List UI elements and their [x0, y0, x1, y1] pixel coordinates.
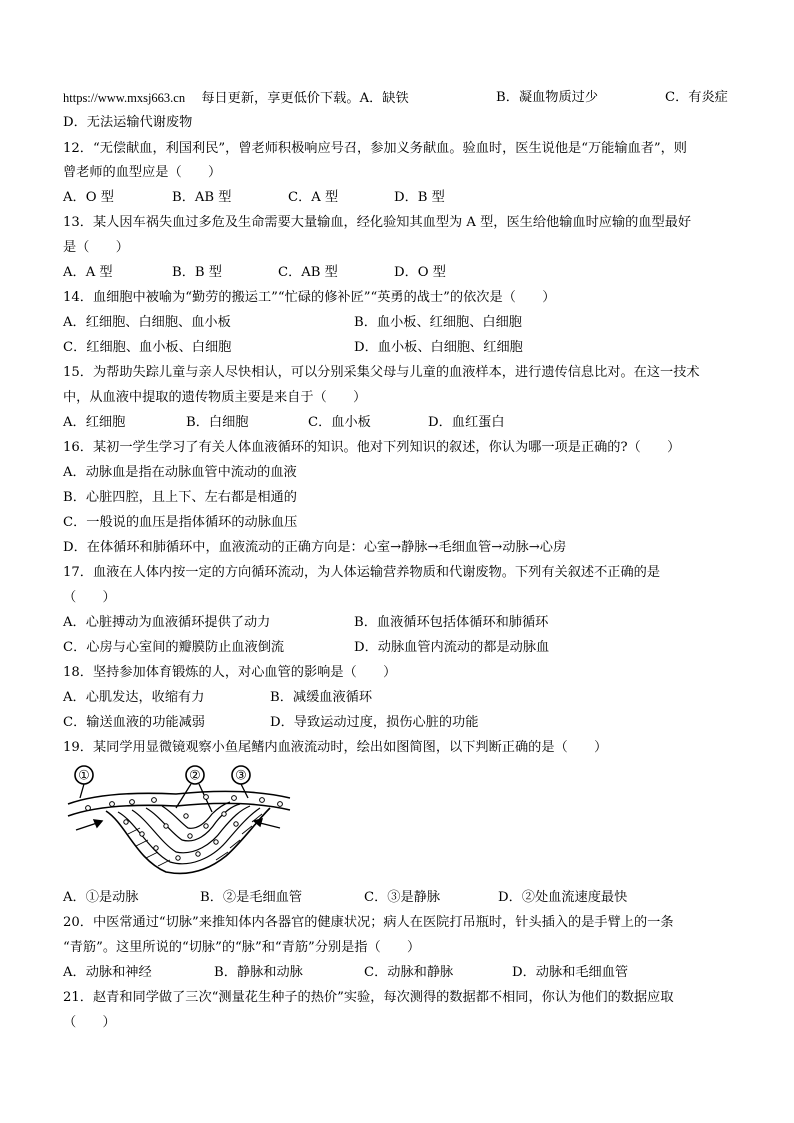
q12-option-b: B．AB 型 [172, 190, 232, 205]
q21-stem-1: 21．赵青和同学做了三次“测量花生种子的热价”实验，每次测得的数据都不相同，你认为他们的数据应取 [63, 990, 674, 1005]
q17-option-c: C．心房与心室间的瓣膜防止血液倒流 [63, 640, 285, 655]
q14-option-d: D．血小板、白细胞、红细胞 [354, 340, 523, 355]
q20-stem-1: 20．中医常通过“切脉”来推知体内各器官的健康状况；病人在医院打吊瓶时，针头插入的是手臂上的一条 [63, 915, 674, 930]
q17-option-d: D．动脉血管内流动的都是动脉血 [354, 640, 550, 655]
q20-option-b: B．静脉和动脉 [214, 965, 303, 980]
q16-option-c: C．一般说的血压是指体循环的动脉血压 [63, 515, 298, 530]
q19-option-c: C．③是静脉 [364, 890, 441, 905]
q14-option-a: A．红细胞、白细胞、血小板 [63, 315, 231, 330]
q12-stem-1: 12．“无偿献血，利国利民”，曾老师积极响应号召，参加义务献血。验血时，医生说他是“万能输血者”，则 [63, 141, 687, 156]
source-url[interactable]: https://www.mxsj663.cn [63, 91, 186, 105]
q18-option-a: A．心肌发达，收缩有力 [63, 690, 205, 705]
q19-option-d: D．②处血流速度最快 [498, 890, 628, 905]
q13-stem-2: 是（ ） [63, 240, 129, 255]
q18-option-b: B．减缓血液循环 [270, 690, 373, 705]
q13-option-b: B．B 型 [172, 265, 222, 280]
q20-option-a: A．动脉和神经 [63, 965, 152, 980]
q12-option-c: C．A 型 [288, 190, 339, 205]
q19-stem: 19．某同学用显微镜观察小鱼尾鳍内血液流动时，绘出如图简图，以下判断正确的是（ ） [63, 740, 608, 755]
q15-option-c: C．血小板 [308, 415, 371, 430]
fish-fin-vessel-diagram [66, 764, 292, 882]
q21-stem-2: （ ） [63, 1015, 116, 1030]
q12-option-a: A．O 型 [63, 190, 114, 205]
q13-option-c: C．AB 型 [278, 265, 338, 280]
q17-option-a: A．心脏搏动为血液循环提供了动力 [63, 615, 271, 630]
q11-option-d: D．无法运输代谢废物 [63, 115, 193, 130]
update-notice: 每日更新，享更低价下载。 [201, 91, 360, 106]
q17-stem-1: 17．血液在人体内按一定的方向循环流动，为人体运输营养物质和代谢废物。下列有关叙述不正确的是 [63, 565, 661, 580]
q16-option-d: D．在体循环和肺循环中，血液流动的正确方向是：心室→静脉→毛细血管→动脉→心房 [63, 540, 567, 555]
q17-stem-2: （ ） [63, 590, 116, 605]
label-2: ② [189, 768, 201, 784]
q11-option-c: C．有炎症 [665, 90, 728, 105]
q20-option-d: D．动脉和毛细血管 [512, 965, 629, 980]
q19-option-a: A．①是动脉 [63, 890, 139, 905]
q13-option-d: D．O 型 [394, 265, 446, 280]
q14-option-b: B．血小板、红细胞、白细胞 [354, 315, 522, 330]
q18-option-d: D．导致运动过度，损伤心脏的功能 [270, 715, 479, 730]
q13-stem-1: 13．某人因车祸失血过多危及生命需要大量输血，经化验知其血型为 A 型，医生给他输血时应输的血型最好 [63, 215, 692, 230]
label-3: ③ [235, 768, 247, 784]
q15-stem-2: 中，从血液中提取的遗传物质主要是来自于（ ） [63, 390, 367, 405]
q15-option-b: B．白细胞 [186, 415, 249, 430]
q19-option-b: B．②是毛细血管 [200, 890, 303, 905]
q15-option-a: A．红细胞 [63, 415, 126, 430]
q14-stem: 14．血细胞中被喻为“勤劳的搬运工”“忙碌的修补匠”“英勇的战士”的依次是（ ） [63, 290, 556, 305]
q15-stem-1: 15．为帮助失踪儿童与亲人尽快相认，可以分别采集父母与儿童的血液样本，进行遗传信息比对。在这一技术 [63, 365, 700, 380]
q20-option-c: C．动脉和静脉 [364, 965, 454, 980]
q11-option-a: A．缺铁 [359, 91, 409, 106]
label-1: ① [78, 768, 90, 784]
q13-option-a: A．A 型 [63, 265, 113, 280]
q16-option-b: B．心脏四腔，且上下、左右都是相通的 [63, 490, 297, 505]
q12-option-d: D．B 型 [394, 190, 445, 205]
q20-stem-2: “青筋”。这里所说的“切脉”的“脉”和“青筋”分别是指（ ） [63, 940, 421, 955]
header-line [63, 88, 409, 109]
q18-option-c: C．输送血液的功能减弱 [63, 715, 205, 730]
q16-option-a: A．动脉血是指在动脉血管中流动的血液 [63, 465, 297, 480]
q14-option-c: C．红细胞、血小板、白细胞 [63, 340, 232, 355]
q11-option-b: B．凝血物质过少 [496, 90, 599, 105]
q18-stem: 18．坚持参加体育锻炼的人，对心血管的影响是（ ） [63, 665, 397, 680]
q15-option-d: D．血红蛋白 [428, 415, 505, 430]
q12-stem-2: 曾老师的血型应是（ ） [63, 165, 222, 180]
q17-option-b: B．血液循环包括体循环和肺循环 [354, 615, 549, 630]
q16-stem: 16．某初一学生学习了有关人体血液循环的知识。他对下列知识的叙述，你认为哪一项是正确的?（ ） [63, 440, 681, 455]
